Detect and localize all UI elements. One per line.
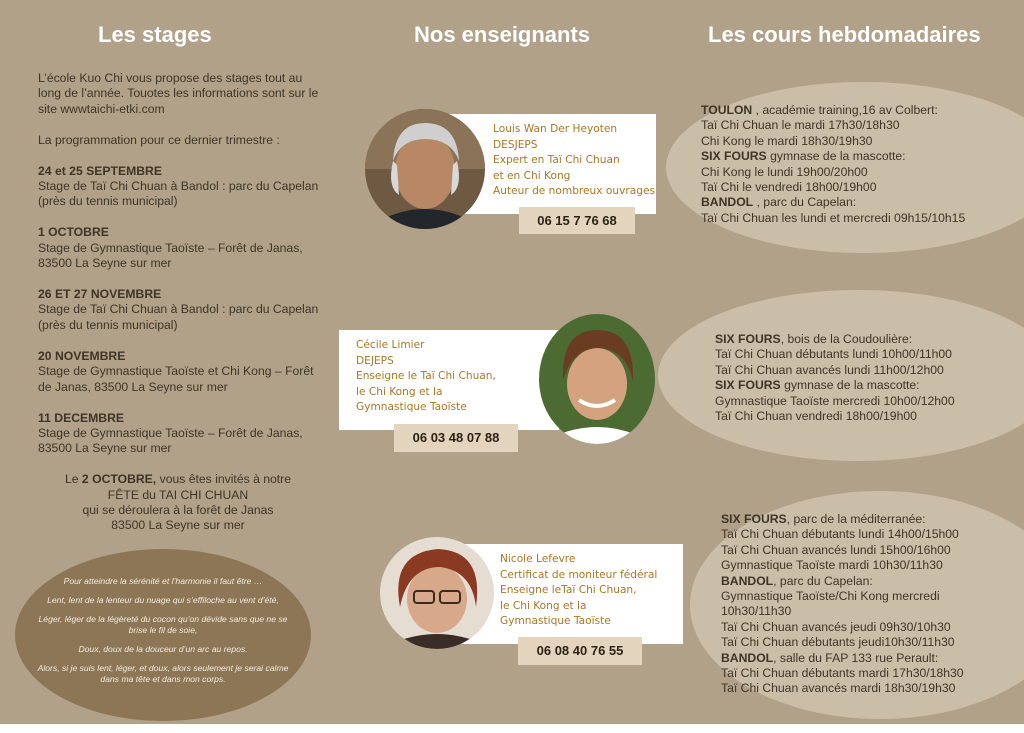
cours-line: Taï Chi Chuan vendredi 18h00/19h00 xyxy=(715,409,917,424)
teacher-line: le Chi Kong et la xyxy=(500,599,587,612)
teacher-line: DESJEPS xyxy=(493,138,538,151)
cours-line: TOULON , académie training,16 av Colbert: xyxy=(701,103,938,117)
phone-cecile: 06 03 48 07 88 xyxy=(394,424,518,452)
cours-line: BANDOL, salle du FAP 133 rue Perault: xyxy=(721,650,939,665)
cours-line: Gymnastique Taoïste mardi 10h30/11h30 xyxy=(721,558,943,573)
cours-line: 10h30/11h30 xyxy=(721,604,792,619)
invite-line4: 83500 La Seyne sur mer xyxy=(111,518,245,533)
cours-line: Taï Chi Chuan avancés lundi 11h00/12h00 xyxy=(715,362,944,377)
cours-line: BANDOL , parc du Capelan: xyxy=(701,195,857,210)
teacher-photo-nicole xyxy=(380,537,494,649)
invite-line2: FÊTE du TAI CHI CHUAN xyxy=(107,487,249,502)
teacher-name: Cécile Limier xyxy=(356,339,425,351)
cours-line: Taï Chi Chuan débutants lundi 10h00/11h00 xyxy=(715,347,952,362)
cours-line: SIX FOURS gymnase de la mascotte: xyxy=(701,149,906,164)
cours-line: SIX FOURS gymnase de la mascotte: xyxy=(715,378,920,393)
cours-block-mediterranee xyxy=(721,512,964,697)
stages-column xyxy=(38,71,323,534)
teacher-card-cecile xyxy=(339,330,559,430)
stage-text: Stage de Gymnastique Taoïste – Forêt de Janas, 83500 La Seyne sur mer xyxy=(38,425,303,456)
phone-louis: 06 15 7 76 68 xyxy=(519,207,635,234)
stage-text: Stage de Gymnastique Taoïste et Chi Kong – Forêt de Janas, 83500 La Seyne sur mer xyxy=(38,364,314,394)
teacher-line: et en Chi Kong xyxy=(493,169,571,182)
teacher-line: Enseigne le Taï Chi Chuan, xyxy=(356,370,496,383)
cours-line: Taï Chi Chuan avancés mardi 18h30/19h30 xyxy=(721,681,956,696)
teacher-line: Gymnastique Taoïste xyxy=(356,401,467,414)
teacher-line: le Chi Kong et la xyxy=(356,385,443,398)
poem-line: Pour atteindre la sérénité et l’harmonie il faut être … xyxy=(63,576,263,586)
invite-pre: Le xyxy=(64,472,79,487)
stage-text: Stage de Taï Chi Chuan à Bandol : parc du Capelan (près du tennis municipal) xyxy=(38,179,319,209)
heading-enseignants: Nos enseignants xyxy=(414,22,591,47)
teacher-photo-cecile xyxy=(539,314,655,444)
stage-date: 20 NOVEMBRE xyxy=(38,348,126,363)
cours-line: Gymnastique Taoïste/Chi Kong mercredi xyxy=(721,589,940,604)
cours-line: SIX FOURS, bois de la Coudoulière: xyxy=(715,332,913,346)
stage-text: Stage de Taï Chi Chuan à Bandol : parc du Capelan (près du tennis municipal) xyxy=(38,302,319,332)
cours-block-toulon xyxy=(701,103,965,226)
stage-text: Stage de Gymnastique Taoïste – Forêt de Janas, 83500 La Seyne sur mer xyxy=(38,240,303,271)
poem-line: Alors, si je suis lent, léger, et doux, alors seulement je serai calme dans ma tête et dans mon corps. xyxy=(37,663,289,684)
cours-line: Taï Chi Chuan le mardi 17h30/18h30 xyxy=(701,118,900,133)
poem-line: Léger, léger de la légèreté du cocon qu’on dévide sans que ne se brise le fil de soie, xyxy=(38,614,288,635)
teacher-line: DEJEPS xyxy=(356,354,394,367)
fete-invitation xyxy=(38,472,318,534)
teacher-name: Nicole Lefevre xyxy=(500,553,576,565)
stage-date: 1 OCTOBRE xyxy=(38,225,109,240)
cours-line: Taï Chi Chuan débutants mardi 17h30/18h30 xyxy=(721,666,964,681)
cours-line: Taï Chi le vendredi 18h00/19h00 xyxy=(701,180,877,195)
cours-line: Taï Chi Chuan avancés lundi 15h00/16h00 xyxy=(721,542,951,557)
stage-event xyxy=(38,164,323,210)
teacher-line: Enseigne leTaï Chi Chuan, xyxy=(500,584,637,597)
heading-cours: Les cours hebdomadaires xyxy=(708,22,981,47)
stage-date: 26 ET 27 NOVEMBRE xyxy=(38,287,162,302)
cours-line: Taï Chi Chuan avancés jeudi 09h30/10h30 xyxy=(721,619,951,634)
cours-line: Chi Kong le lundi 19h00/20h00 xyxy=(701,164,868,179)
cours-line: Gymnastique Taoïste mercredi 10h00/12h00 xyxy=(715,393,955,408)
teacher-line: Expert en Taï Chi Chuan xyxy=(493,154,620,167)
invite-date: 2 OCTOBRE, xyxy=(81,472,157,487)
stage-date: 24 et 25 SEPTEMBRE xyxy=(38,163,162,178)
teacher-photo-louis xyxy=(365,109,485,229)
teacher-line: Auteur de nombreux ouvrages xyxy=(493,185,655,198)
teacher-line: Certificat de moniteur fédéral xyxy=(500,568,658,581)
stage-event xyxy=(38,349,323,395)
teacher-name: Louis Wan Der Heyoten xyxy=(493,123,618,135)
phone-nicole: 06 08 40 76 55 xyxy=(518,637,642,665)
cours-line: Taï Chi Chuan débutants lundi 14h00/15h00 xyxy=(721,527,959,542)
cours-line: Chi Kong le mardi 18h30/19h30 xyxy=(701,133,873,148)
stages-programme: La programmation pour ce dernier trimestre : xyxy=(38,132,280,147)
stage-event xyxy=(38,287,323,333)
stage-date: 11 DECEMBRE xyxy=(38,410,125,425)
poem-line: Lent, lent de la lenteur du nuage qui s’effiloche au vent d’été, xyxy=(47,595,279,605)
invite-line1: vous êtes invités à notre xyxy=(159,472,292,487)
stage-event xyxy=(38,225,323,271)
cours-line: Taï Chi Chuan les lundi et mercredi 09h15/10h15 xyxy=(701,210,966,225)
teacher-line: Gymnastique Taoïste xyxy=(500,615,611,628)
cours-line: BANDOL, parc du Capelan: xyxy=(721,573,873,588)
stage-event xyxy=(38,411,323,457)
cours-line: Taï Chi Chuan débutants jeudi10h30/11h30 xyxy=(721,635,955,650)
heading-stages: Les stages xyxy=(98,22,212,47)
cours-block-sixfours xyxy=(715,332,955,424)
stages-intro: L’école Kuo Chi vous propose des stages tout au long de l’année. Touotes les informations sont sur le site wwwtaichi-etki.com xyxy=(38,71,319,116)
poem-line: Doux, doux de la douceur d’un arc au repos. xyxy=(78,644,248,654)
invite-line3: qui se déroulera à la forêt de Janas xyxy=(82,503,274,518)
poem-text xyxy=(30,576,296,693)
cours-line: SIX FOURS, parc de la méditerranée: xyxy=(721,512,926,526)
